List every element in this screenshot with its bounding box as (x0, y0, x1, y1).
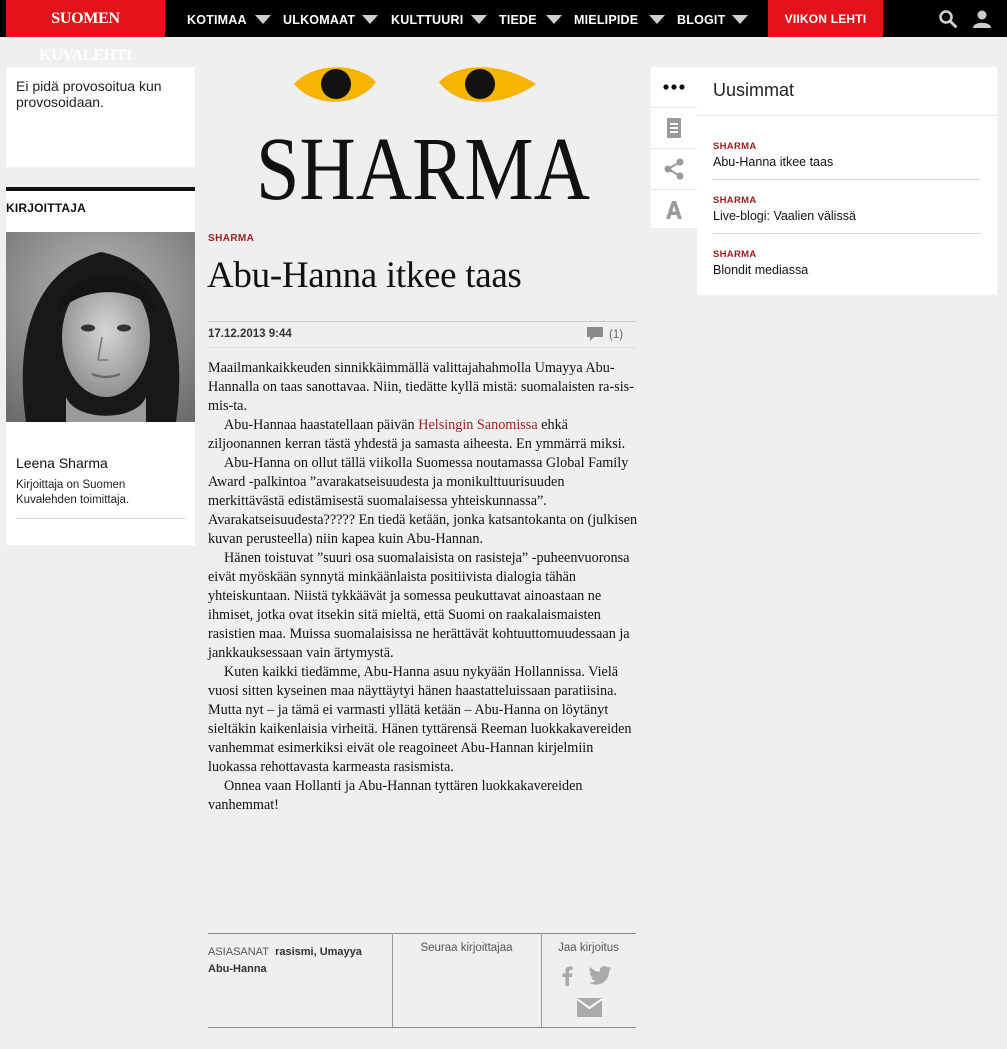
latest-category[interactable]: SHARMA (713, 249, 757, 260)
divider (697, 115, 997, 116)
twitter-icon[interactable] (589, 966, 612, 985)
promo-text[interactable]: Ei pidä provosoitua kun provosoidaan. (16, 78, 162, 110)
article-date: 17.12.2013 9:44 (208, 328, 292, 340)
article-title: Abu-Hanna itkee taas (207, 255, 522, 296)
comment-count[interactable]: (1) (609, 329, 624, 341)
list-item[interactable] (713, 249, 981, 277)
share-icon[interactable] (663, 158, 685, 180)
chevron-down-icon[interactable] (649, 15, 665, 24)
font-size-button[interactable] (651, 190, 697, 230)
article-section[interactable]: SHARMA (208, 233, 255, 244)
divider (713, 179, 981, 180)
latest-posts (697, 67, 997, 295)
nav-item-blogit[interactable]: BLOGIT (677, 13, 726, 27)
chevron-down-icon[interactable] (255, 15, 271, 24)
author-description: Kirjoittaja on Suomen Kuvalehden toimittaja. (16, 479, 130, 506)
nav-item-mielipide[interactable]: MIELIPIDE (574, 13, 639, 27)
email-icon[interactable] (577, 998, 602, 1017)
article-toolbar (651, 67, 697, 228)
font-size-icon[interactable] (665, 201, 683, 219)
article-body (208, 359, 640, 815)
follow-author-button[interactable]: Seuraa kirjoittajaa (420, 942, 513, 954)
chevron-down-icon[interactable] (546, 15, 562, 24)
chevron-down-icon[interactable] (471, 15, 487, 24)
divider (16, 518, 185, 519)
more-button[interactable] (651, 67, 697, 107)
latest-title[interactable]: Live-blogi: Vaalien välissä (713, 209, 856, 223)
site-logo[interactable]: SUOMEN KUVALEHTI (6, 0, 165, 37)
search-icon[interactable] (938, 9, 958, 29)
nav-item-ulkomaat[interactable]: ULKOMAAT (283, 13, 356, 27)
user-icon[interactable] (972, 9, 992, 29)
list-item[interactable] (713, 141, 981, 169)
tags-list[interactable]: rasismi, Umayya Abu-Hanna (208, 946, 362, 975)
paragraph: Abu-Hanna on ollut tällä viikolla Suomessa noutamassa Global Family Award -palkintoa ”avarakatseisuudesta ja monikulttuurisuuden merkittävästä edistämisestä suomalaisessa yhteiskunnassa”. Avarakatseisuudesta????? En tiedä ketään, jonka katsantokanta on (julkisen kuvan perusteella) niin kapea kuin Abu-Hannan. (208, 455, 638, 547)
nav-item-tiede[interactable]: TIEDE (499, 13, 537, 27)
latest-title[interactable]: Blondit mediassa (713, 263, 809, 277)
promo-box[interactable] (6, 67, 195, 167)
article-tags (208, 944, 383, 978)
latest-category[interactable]: SHARMA (713, 195, 757, 206)
article-view-button[interactable] (651, 108, 697, 148)
more-icon[interactable] (663, 84, 685, 90)
share-label: Jaa kirjoitus (558, 942, 619, 954)
blog-logo-text: SHARMA (256, 120, 591, 219)
comment-icon[interactable] (586, 326, 604, 342)
weekly-issue-button[interactable]: VIIKON LEHTI (768, 0, 883, 37)
paragraph: Maailmankaikkeuden sinnikkäimmällä valittajahahmolla Umayya Abu-Hannalla on taas sanottavaa. Niin, tiedätte kyllä mistä: suomalaisten ra-sis-mis-ta. (208, 360, 634, 414)
nav-item-kotimaa[interactable]: KOTIMAA (187, 13, 247, 27)
divider (208, 933, 636, 934)
chevron-down-icon[interactable] (362, 15, 378, 24)
facebook-icon[interactable] (560, 966, 574, 986)
paragraph: Onnea vaan Hollanti ja Abu-Hannan tyttären luokkakavereiden vanhemmat! (208, 778, 583, 813)
divider (208, 1027, 636, 1028)
author-heading: KIRJOITTAJA (6, 201, 86, 215)
share-button[interactable] (651, 149, 697, 189)
chevron-down-icon[interactable] (732, 15, 748, 24)
list-item[interactable] (713, 195, 981, 223)
top-navigation (0, 0, 1007, 64)
divider (208, 321, 636, 322)
divider (208, 347, 636, 348)
paragraph: Kuten kaikki tiedämme, Abu-Hanna asuu nykyään Hollannissa. Vielä vuosi sitten kyseinen maa näyttäytyi hänen haastatteluissaan paratiisina. Mutta nyt – ja tämä ei varmasti yllätä ketään – Abu-Hanna on löytänyt sieltäkin kaikenlaisia virheitä. Hänen tyttärensä Reeman luokkakavereiden vanhemmat esimerkiksi eivät ole reagoineet Abu-Hannan kirjelmiin luokassa rehottavasta karmeasta rasismista. (208, 664, 632, 775)
divider (713, 233, 981, 234)
article-link[interactable]: Helsingin Sanomissa (418, 417, 538, 433)
author-photo (6, 232, 195, 422)
tags-label: ASIASANAT (208, 946, 269, 958)
nav-item-kulttuuri[interactable]: KULTTUURI (391, 13, 464, 27)
blog-logo[interactable] (254, 62, 592, 219)
author-card (6, 187, 195, 545)
article-icon[interactable] (667, 118, 681, 138)
paragraph: Abu-Hannaa haastatellaan päivän Helsingin Sanomissa ehkä ziljoonannen kerran tästä yhdestä ja samasta aiheesta. En ymmärrä miksi. (208, 417, 626, 452)
latest-category[interactable]: SHARMA (713, 141, 757, 152)
paragraph: Hänen toistuvat ”suuri osa suomalaisista on rasisteja” -puheenvuoronsa eivät myöskään synnytä minkäänlaista positiivista dialogia tähän yhteiskuntaan. Niistä tykkäävät ja somessa peukuttavat ainoastaan ne ihmiset, jotka ovat itsekin sitä mieltä, että Suomi on raakalaismaisten rasistien maa. Muissa suomalaisissa ne herättävät kohtuuttomuudessaan ja jankkauksessaan vain ärtymystä. (208, 550, 630, 661)
author-name[interactable]: Leena Sharma (16, 455, 108, 471)
latest-heading: Uusimmat (713, 80, 795, 100)
latest-title[interactable]: Abu-Hanna itkee taas (713, 155, 834, 169)
